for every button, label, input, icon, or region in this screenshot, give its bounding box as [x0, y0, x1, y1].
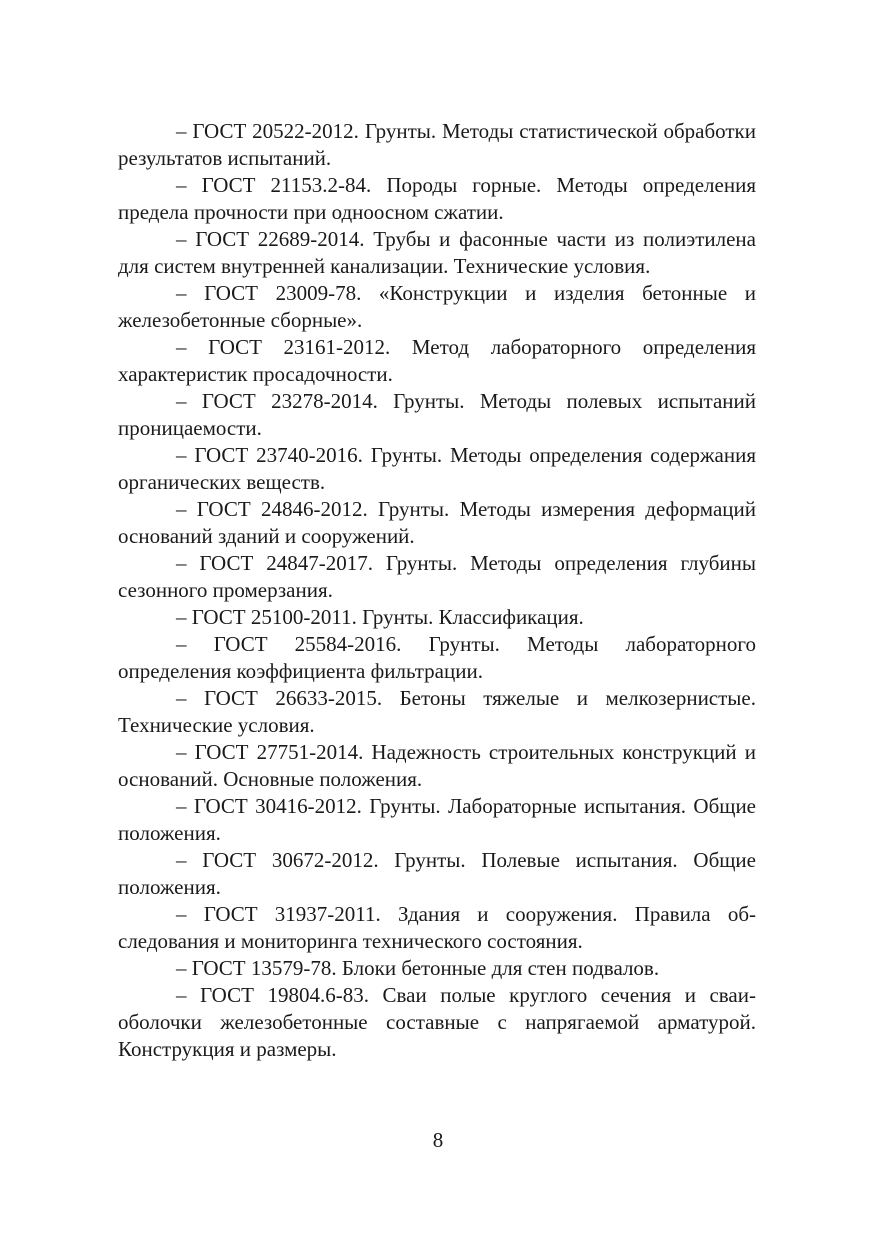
reference-item: – ГОСТ 24846-2012. Грунты. Методы измерения деформаций оснований зданий и сооружений. [118, 497, 756, 548]
reference-item: – ГОСТ 25100-2011. Грунты. Классификация. [176, 605, 584, 629]
reference-item: – ГОСТ 23009-78. «Конструкции и изделия бетонные и железобетонные сборные». [118, 281, 756, 332]
page-number: 8 [432, 1128, 444, 1152]
reference-item: – ГОСТ 22689-2014. Трубы и фасонные части из полиэтилена для систем внутренней канализации. Технические условия. [118, 227, 756, 278]
reference-item: – ГОСТ 23278-2014. Грунты. Методы полевых испытаний проницаемости. [118, 389, 756, 440]
reference-item: – ГОСТ 23740-2016. Грунты. Методы определения содержания органических веществ. [118, 443, 756, 494]
reference-item: – ГОСТ 26633-2015. Бетоны тяжелые и мелкозернистые. Технические условия. [118, 686, 756, 737]
reference-item: – ГОСТ 27751-2014. Надежность строительных конструкций и оснований. Основные положения. [118, 740, 756, 791]
reference-item: – ГОСТ 30416-2012. Грунты. Лабораторные испытания. Общие положения. [118, 794, 756, 845]
reference-item: – ГОСТ 24847-2017. Грунты. Методы определения глубины сезонного промерзания. [118, 551, 756, 602]
reference-item: – ГОСТ 20522-2012. Грунты. Методы статистической обработки результатов испытаний. [118, 119, 756, 170]
reference-item: – ГОСТ 30672-2012. Грунты. Полевые испытания. Общие положения. [118, 848, 756, 899]
reference-item: – ГОСТ 21153.2-84. Породы горные. Методы определения предела прочности при одноосном сжатии. [118, 173, 756, 224]
reference-item: – ГОСТ 31937-2011. Здания и сооружения. Правила обследования и мониторинга технического состояния. [118, 902, 756, 953]
reference-item: – ГОСТ 13579-78. Блоки бетонные для стен подвалов. [176, 956, 660, 980]
reference-item: – ГОСТ 19804.6-83. Сваи полые круглого сечения и сваи-оболочки железобетонные составные с напрягаемой арматурой. Конструкция и размеры. [118, 983, 756, 1061]
reference-item: – ГОСТ 25584-2016. Грунты. Методы лабораторного определения коэффициента фильтрации. [118, 632, 756, 683]
reference-item: – ГОСТ 23161-2012. Метод лабораторного определения характеристик просадочности. [118, 335, 756, 386]
reference-list [118, 118, 756, 1063]
